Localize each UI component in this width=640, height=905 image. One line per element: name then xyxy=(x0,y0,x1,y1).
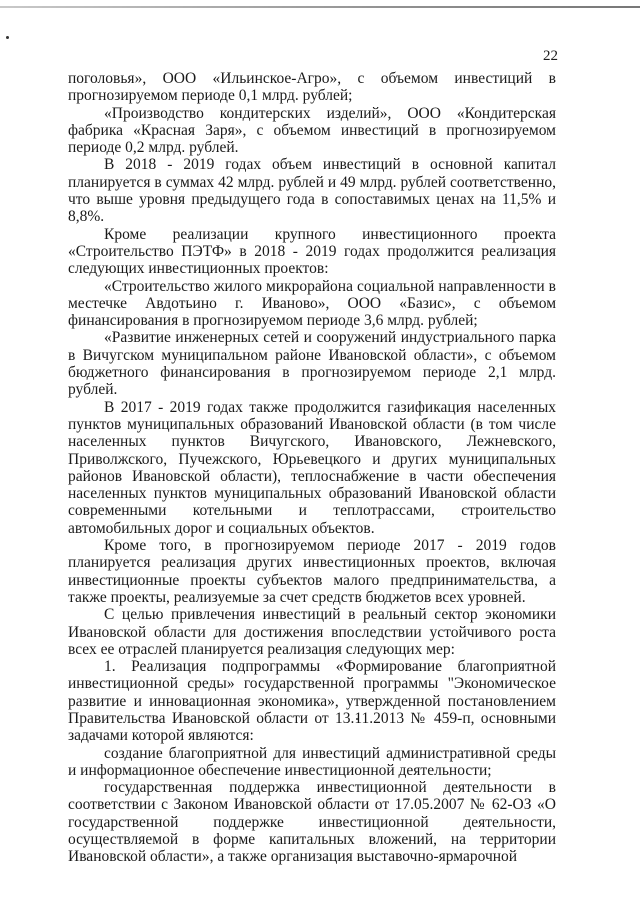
paragraph: создание благоприятной для инвестиций административной среды и информационное обеспечение инвестиционной деятельности; xyxy=(68,744,556,779)
paragraph: В 2017 - 2019 годах также продолжится газификация населенных пунктов муниципальных образований Ивановской области (в том числе населенных пунктов Вичугского, Ивановского, Лежневского, Приволжского, Пучежского, Юрьевецкого и других муниципальных районов Ивановской области), теплоснабжение в части обеспечения населенных пунктов муниципальных образований Ивановской области современными котельными и теплотрассами, строительство автомобильных дорог и социальных объектов. xyxy=(68,398,556,537)
paragraph: 1. Реализация подпрограммы «Формирование благоприятной инвестиционной среды» государственной программы "Экономическое развитие и инновационная экономика», утвержденной постановлением Правительства Ивановской области от 13.11.2013 № 459-п, основными задачами которой являются: xyxy=(68,658,556,745)
paragraph: Кроме реализации крупного инвестиционного проекта «Строительство ПЭТФ» в 2018 - 2019 годах продолжится реализация следующих инвестиционных проектов: xyxy=(68,225,556,278)
paragraph: С целью привлечения инвестиций в реальный сектор экономики Ивановской области для достижения впоследствии устойчивого роста всех ее отраслей планируется реализация следующих мер: xyxy=(68,606,556,658)
paragraph: поголовья», ООО «Ильинское-Агро», с объемом инвестиций в прогнозируемом периоде 0,1 млрд. рублей; xyxy=(68,70,556,105)
paragraph: Кроме того, в прогнозируемом периоде 2017 - 2019 годов планируется реализация других инвестиционных проектов, включая инвестиционные проекты субъектов малого предпринимательства, а также проекты, реализуемые за счет средств бюджетов всех уровней. xyxy=(68,537,556,606)
paragraph: «Строительство жилого микрорайона социальной направленности в местечке Авдотьино г. Иваново», ООО «Базис», с объемом финансирования в прогнозируемом периоде 3,6 млрд. рублей; xyxy=(68,277,556,330)
paragraph: «Производство кондитерских изделий», ООО «Кондитерская фабрика «Красная Заря», с объемом инвестиций в прогнозируемом периоде 0,2 млрд. рублей. xyxy=(68,104,556,157)
scan-edge-line xyxy=(0,6,640,8)
paragraph: В 2018 - 2019 годах объем инвестиций в основной капитал планируется в суммах 42 млрд. рублей и 49 млрд. рублей соответственно, что выше уровня предыдущего года в сопоставимых ценах на 11,5% и 8,8%. xyxy=(68,156,556,226)
scan-speck xyxy=(6,36,9,39)
document-body xyxy=(68,70,556,866)
paragraph: «Развитие инженерных сетей и сооружений индустриального парка в Вичугском муниципальном районе Ивановской области», с объемом бюджетного финансирования в прогнозируемом периоде 2,1 млрд. рублей. xyxy=(68,329,556,399)
paragraph: государственная поддержка инвестиционной деятельности в соответствии с Законом Ивановской области от 17.05.2007 № 62-ОЗ «О государственной поддержке инвестиционной деятельности, осуществляемой в форме капитальных вложений, на территории Ивановской области», а также организация выставочно-ярмарочной xyxy=(68,779,556,866)
page-number: 22 xyxy=(543,48,558,64)
